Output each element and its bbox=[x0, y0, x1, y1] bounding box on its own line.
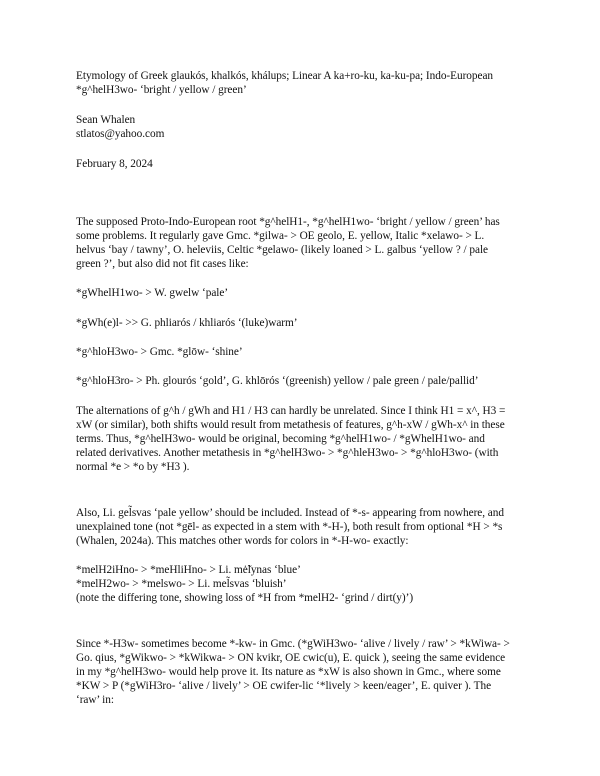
paragraph-2-line: terms. Thus, *g^helH3wo- would be original, becoming *g^helH1wo- / *gWhelH1wo- and bbox=[76, 433, 485, 445]
paragraph-1-line: green ?’, but also did not fit cases like: bbox=[76, 258, 249, 270]
paragraph-4-line: *KW > P (*gWiH3ro- ‘alive / lively’ > OE cwifer-lic ‘*lively > keen/eager’, E. quiver ). The bbox=[76, 680, 492, 692]
title-line-1: Etymology of Greek glaukós, khalkós, khálups; Linear A ka+ro-ku, ka-ku-pa; Indo-European bbox=[76, 70, 494, 82]
paragraph-4-line: in my *g^helH3wo- would help prove it. Its nature as *xW is also shown in Gmc., where some bbox=[76, 666, 501, 678]
paragraph-2-line: related derivatives. Another metathesis in *g^helH3wo- > *g^hleH3wo- > *g^hloH3wo- (with bbox=[76, 447, 499, 459]
example-1: *gWhelH1wo- > W. gwelw ‘pale’ bbox=[76, 287, 229, 299]
document-date: February 8, 2024 bbox=[76, 158, 153, 170]
paragraph-3-line: Also, Li. gel̃svas ‘pale yellow’ should be included. Instead of *-s- appearing from nowhere, and bbox=[76, 507, 504, 519]
example-2: *gWh(e)l- >> G. phliarós / khliarós ‘(luke)warm’ bbox=[76, 317, 298, 329]
paragraph-3-line: (Whalen, 2024a). This matches other words for colors in *-H-wo- exactly: bbox=[76, 535, 409, 547]
example-4: *g^hloH3ro- > Ph. glourós ‘gold’, G. khlōrós ‘(greenish) yellow / pale green / pale/pallid’ bbox=[76, 375, 479, 387]
example-5-line: *melH2iHno- > *meHliHno- > Li. mė̃lynas ‘blue’ bbox=[76, 564, 301, 576]
paragraph-4-line: Since *-H3w- sometimes become *-kw- in Gmc. (*gWiH3wo- ‘alive / lively / raw’ > *kWiwa- > bbox=[76, 638, 510, 650]
example-5-line: *melH2wo- > *melswo- > Li. mel̃svas ‘bluish’ bbox=[76, 578, 287, 590]
title-line-2: *g^helH3wo- ‘bright / yellow / green’ bbox=[76, 84, 247, 96]
author-name: Sean Whalen bbox=[76, 114, 136, 126]
paragraph-1-line: The supposed Proto-Indo-European root *g^helH1-, *g^helH1wo- ‘bright / yellow / green’ has bbox=[76, 216, 500, 228]
paragraph-1-line: helvus ‘bay / tawny’, O. heleviis, Celtic *gelawo- (likely loaned > L. galbus ‘yellow ? / pale bbox=[76, 244, 489, 256]
paragraph-4-line: ‘raw’ in: bbox=[76, 694, 114, 706]
paragraph-2-line: The alternations of g^h / gWh and H1 / H3 can hardly be unrelated. Since I think H1 = x^, H3 = bbox=[76, 405, 506, 417]
paragraph-4-line: Go. qius, *gWikwo- > *kWikwa- > ON kvikr, OE cwic(u), E. quick ), seeing the same evidence bbox=[76, 652, 506, 664]
example-3: *g^hloH3wo- > Gmc. *glōw- ‘shine’ bbox=[76, 346, 243, 358]
example-5-line: (note the differing tone, showing loss of *H from *melH2- ‘grind / dirt(y)’) bbox=[76, 592, 414, 604]
paragraph-2-line: normal *e > *o by *H3 ). bbox=[76, 461, 190, 473]
paragraph-2-line: xW (or similar), both shifts would result from metathesis of features, g^h-xW / gWh-x^ in these bbox=[76, 419, 505, 431]
paragraph-1-line: some problems. It regularly gave Gmc. *gilwa- > OE geolo, E. yellow, Italic *xelawo- > L. bbox=[76, 230, 485, 242]
author-email: stlatos@yahoo.com bbox=[76, 128, 165, 140]
paragraph-3-line: unexplained tone (not *gēl- as expected in a stem with *-H-), both result from optional *H > *s bbox=[76, 521, 503, 533]
